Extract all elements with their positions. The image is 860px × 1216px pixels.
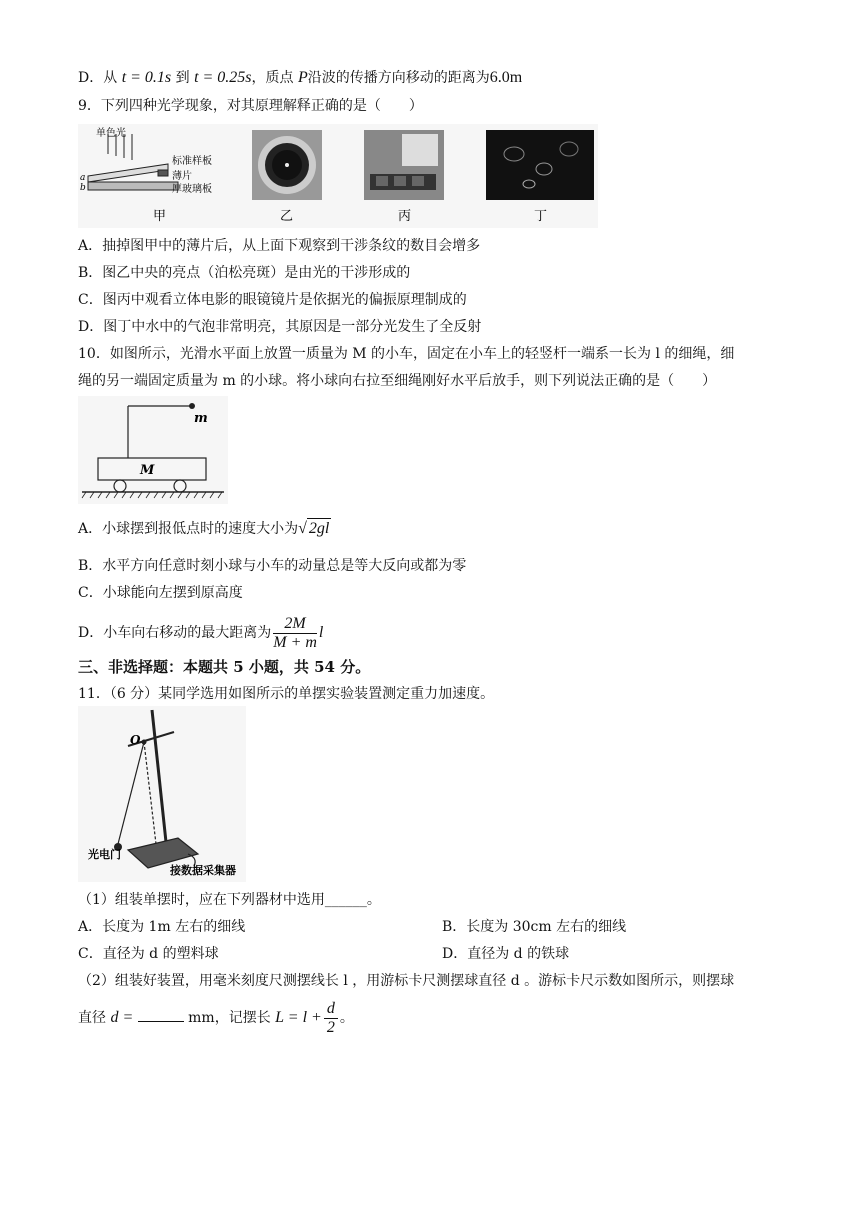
- q8-d-p: P: [297, 69, 308, 86]
- ding-caption: 丁: [534, 209, 548, 224]
- jia-b-label: b: [80, 183, 86, 193]
- q9-fig-yi: [248, 124, 328, 228]
- q10-d-text: D．小车向右移动的最大距离为: [78, 625, 272, 641]
- q11-figure: [78, 706, 246, 882]
- q11-p2-L-eq: L = l +: [275, 1009, 322, 1026]
- q9-option-b: B．图乙中央的亮点（泊松亮斑）是由光的干涉形成的: [78, 265, 411, 281]
- q10-a-root-sign: √: [298, 520, 307, 537]
- q8-d-val: 6.0m: [489, 69, 523, 86]
- q10-stem-line2: 绳的另一端固定质量为 m 的小球。将小球向右拉至细绳刚好水平后放手，则下列说法正确的是（ ）: [78, 373, 717, 389]
- yi-caption: 乙: [280, 209, 294, 224]
- q8-d-mid: 到: [175, 70, 190, 86]
- q10-stem-line1: 10．如图所示，光滑水平面上放置一质量为 M 的小车，固定在小车上的轻竖杆一端系一长为 l 的细绳，细: [78, 346, 735, 362]
- bing-caption: 丙: [398, 209, 412, 224]
- q10-option-a: [78, 518, 331, 539]
- q11-p2-diameter-label: 直径: [78, 1010, 106, 1026]
- q9-fig-ding: [484, 124, 596, 228]
- q10-fig-m: m: [194, 411, 208, 426]
- q11-fig-o: O: [130, 733, 141, 747]
- q8-d-t1: t = 0.1s: [121, 69, 172, 86]
- q10-option-d: [78, 611, 323, 655]
- jia-sheet-label: 薄片: [172, 171, 192, 182]
- q11-p2-blank[interactable]: [138, 1021, 184, 1022]
- q8-d-tail2: 沿波的传播方向移动的距离为: [307, 70, 490, 86]
- q11-p2-mm: mm，记摆长: [188, 1010, 271, 1026]
- jia-light-label: 单色光: [96, 128, 126, 139]
- q10-d-den: M + m: [273, 633, 317, 651]
- q11-option-c: C．直径为 d 的塑料球: [78, 946, 219, 962]
- q11-fig-collector: 接数据采集器: [170, 864, 236, 877]
- q9-stem: 9．下列四种光学现象，对其原理解释正确的是（ ）: [78, 98, 423, 114]
- q10-figure: [78, 396, 228, 504]
- q11-option-d: D．直径为 d 的铁球: [442, 946, 570, 962]
- q11-p2-fraction: [324, 1000, 338, 1037]
- q9-fig-jia: [78, 124, 248, 228]
- q11-p2-d-eq: d =: [110, 1009, 134, 1026]
- q10-d-fraction: [273, 615, 317, 652]
- q11-option-b: B．长度为 30cm 左右的细线: [442, 919, 627, 935]
- jia-plate-label: 标准样板: [172, 156, 212, 167]
- q11-option-a: A．长度为 1m 左右的细线: [78, 919, 246, 935]
- q10-fig-M: M: [140, 463, 155, 478]
- q9-option-c: C．图丙中观看立体电影的眼镜镜片是依据光的偏振原理制成的: [78, 292, 467, 308]
- jia-a-label: a: [80, 173, 86, 183]
- q11-part2-line2: [78, 996, 354, 1040]
- jia-caption: 甲: [153, 209, 167, 224]
- q11-p2-den: 2: [326, 1018, 335, 1036]
- q11-p2-num: d: [324, 1000, 338, 1019]
- q9-option-d: D．图丁中水中的气泡非常明亮，其原因是一部分光发生了全反射: [78, 319, 482, 335]
- q9-option-a: A．抽掉图甲中的薄片后，从上面下观察到干涉条纹的数目会增多: [78, 238, 481, 254]
- q8-d-tail1: ，质点: [251, 70, 294, 86]
- q11-part2-line1: （2）组装好装置，用毫米刻度尺测摆线长 l ，用游标卡尺测摆球直径 d 。游标卡尺示数如图所示，则摆球: [78, 973, 735, 989]
- section3-heading: 三、非选择题：本题共 5 小题，共 54 分。: [78, 658, 371, 676]
- jia-glass-label: 厚玻璃板: [172, 184, 212, 195]
- q8-option-d: [78, 68, 522, 88]
- q10-d-l: l: [318, 624, 324, 641]
- q10-d-num: 2M: [273, 615, 317, 634]
- q10-option-b: B．水平方向任意时刻小球与小车的动量总是等大反向或都为零: [78, 558, 467, 574]
- q11-stem: 11．（6 分）某同学选用如图所示的单摆实验装置测定重力加速度。: [78, 686, 495, 702]
- q9-fig-bing: [362, 124, 446, 228]
- q11-fig-gate: 光电门: [88, 848, 121, 861]
- q11-p2-end: 。: [339, 1010, 354, 1026]
- q10-option-c: C．小球能向左摆到原高度: [78, 585, 243, 601]
- q8-d-label: D．从: [78, 70, 118, 86]
- q11-part1: （1）组装单摆时，应在下列器材中选用______。: [78, 892, 381, 908]
- q10-a-radicand: 2gl: [308, 520, 330, 537]
- q8-d-t2: t = 0.25s: [194, 69, 252, 86]
- q10-a-text: A．小球摆到报低点时的速度大小为: [78, 521, 299, 537]
